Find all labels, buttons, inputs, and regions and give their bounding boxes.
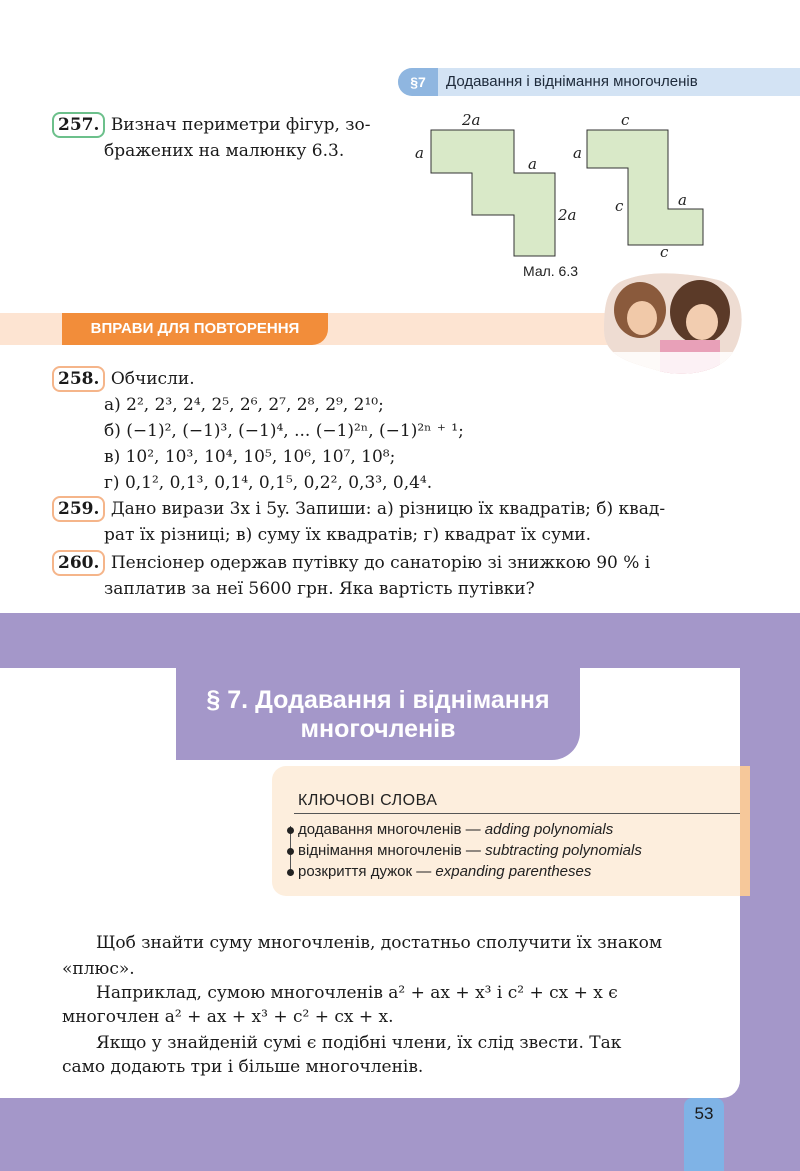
body-para3-line1: Якщо у знайденій сумі є подібні члени, їх слід звести. Так <box>96 1033 622 1053</box>
body-para2-line2: многочлен a² + ax + x³ + c² + cx + x. <box>62 1007 394 1027</box>
bullet-icon <box>287 848 294 855</box>
keyword-ua: віднімання многочленів — <box>298 842 486 859</box>
section-title-line1: § 7. Додавання і віднімання <box>206 686 550 714</box>
label-left-side: a <box>415 144 424 162</box>
problem-259 <box>52 496 712 548</box>
page-number: 53 <box>694 1104 714 1123</box>
problem-text-line2: бражених на малюнку 6.3. <box>104 141 345 161</box>
problem-number: 258. <box>52 366 105 392</box>
label-left-right: 2a <box>558 206 577 224</box>
problem-258 <box>52 366 652 392</box>
keyword-item <box>298 821 613 838</box>
problem-258-v: в) 10², 10³, 10⁴, 10⁵, 10⁶, 10⁷, 10⁸; <box>104 447 396 467</box>
body-para1-line1: Щоб знайти суму многочленів, достатньо сполучити їх знаком <box>96 933 663 953</box>
keyword-item <box>298 842 642 859</box>
bullet-icon <box>287 869 294 876</box>
problem-258-g: г) 0,1², 0,1³, 0,1⁴, 0,1⁵, 0,2², 0,3³, 0,4⁴. <box>104 473 433 493</box>
problem-258-a: а) 2², 2³, 2⁴, 2⁵, 2⁶, 2⁷, 2⁸, 2⁹, 2¹⁰; <box>104 395 384 415</box>
body-para1-line2: «плюс». <box>62 959 135 979</box>
problem-258-b: б) (−1)², (−1)³, (−1)⁴, ... (−1)²ⁿ, (−1)²ⁿ ⁺ ¹; <box>104 421 464 441</box>
keyword-ua: додавання многочленів — <box>298 821 485 838</box>
label-right-side: a <box>573 144 582 162</box>
problem-number: 259. <box>52 496 105 522</box>
keyword-en: subtracting polynomials <box>485 842 642 859</box>
figure-6-3 <box>400 108 730 288</box>
body-para3-line2: само додають три і більше многочленів. <box>62 1057 424 1077</box>
label-left-top: 2a <box>462 111 481 129</box>
problem-text-line1: Визнач периметри фігур, зо- <box>110 115 371 135</box>
keyword-ua: розкриття дужок — <box>298 863 436 880</box>
keyword-en: expanding parentheses <box>435 863 592 880</box>
keywords-divider <box>294 813 740 814</box>
left-step-shape <box>431 130 555 256</box>
bullet-icon <box>287 827 294 834</box>
repetition-label: ВПРАВИ ДЛЯ ПОВТОРЕННЯ <box>62 313 328 345</box>
problem-text-line2: рат їх різниці; в) суму їх квадратів; г) квадрат їх суми. <box>104 525 592 545</box>
keywords-title: КЛЮЧОВІ СЛОВА <box>298 792 438 809</box>
problem-intro: Обчисли. <box>110 369 195 389</box>
label-right-bottom: c <box>660 243 669 261</box>
keyword-en: adding polynomials <box>484 821 614 838</box>
section-title-line2: многочленів <box>300 715 456 743</box>
problem-number: 257. <box>52 112 105 138</box>
problem-text-line2: заплатив за неї 5600 грн. Яка вартість путівки? <box>104 579 535 599</box>
label-right-midright: a <box>678 191 687 209</box>
header-title: Додавання і віднімання многочленів <box>446 73 698 90</box>
figure-caption: Мал. 6.3 <box>523 263 579 279</box>
right-figure-outline <box>587 130 703 245</box>
body-para2-line1: Наприклад, сумою многочленів a² + ax + x³ і c² + cx + x є <box>96 983 618 1003</box>
header-section-badge: §7 <box>398 68 438 96</box>
section-title <box>176 686 580 744</box>
keywords-side-strip <box>740 766 750 896</box>
problem-257 <box>52 112 402 164</box>
keyword-item <box>298 863 591 880</box>
students-photo <box>600 270 745 380</box>
problem-260 <box>52 550 712 602</box>
label-left-mid: a <box>528 155 537 173</box>
problem-number: 260. <box>52 550 105 576</box>
label-right-top: c <box>621 111 630 129</box>
problem-text-line1: Пенсіонер одержав путівку до санаторію зі знижкою 90 % і <box>110 553 651 573</box>
problem-text-line1: Дано вирази 3x і 5y. Запиши: а) різницю їх квадратів; б) квад- <box>110 499 666 519</box>
label-right-midleft: c <box>615 197 624 215</box>
